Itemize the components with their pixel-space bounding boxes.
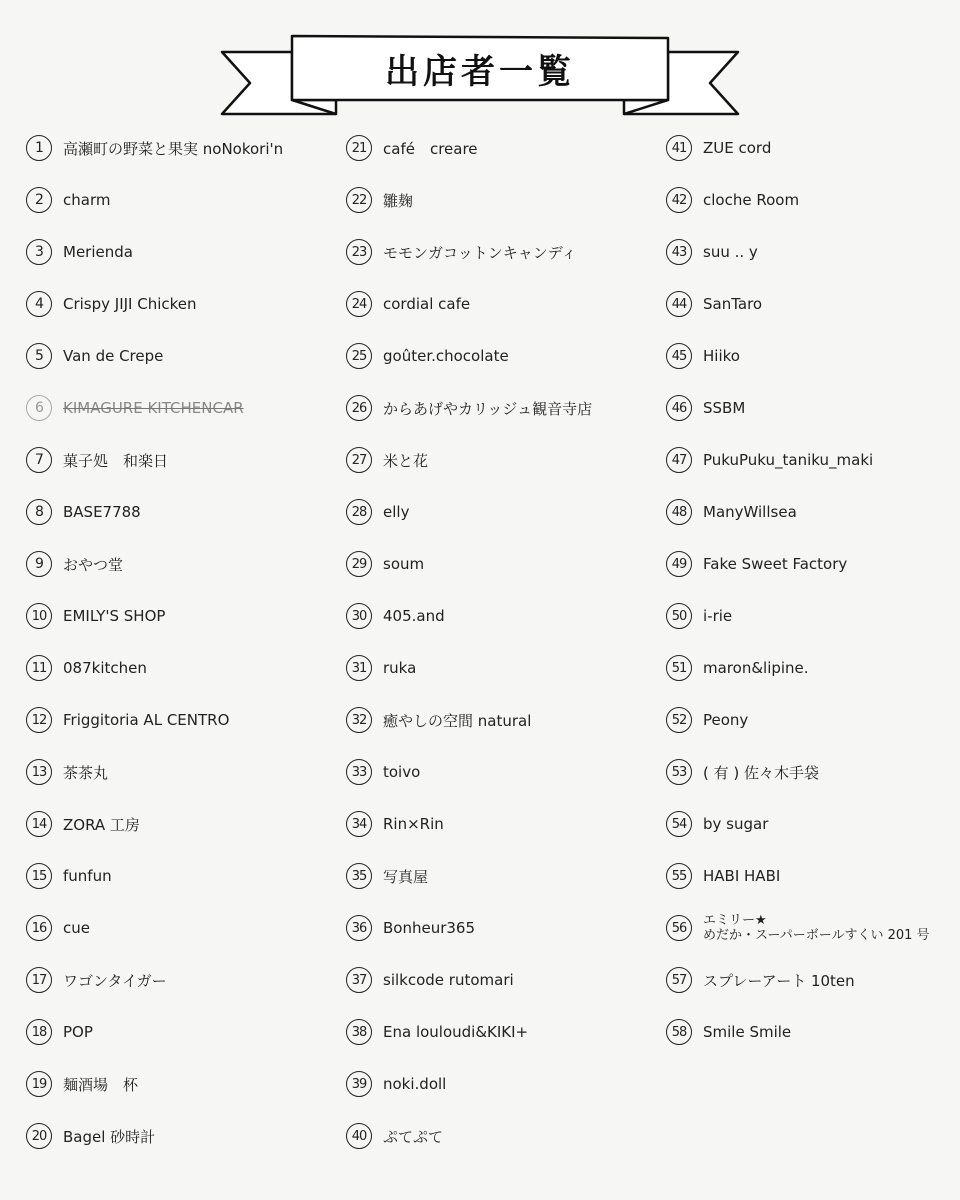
vendor-number-badge: 43 xyxy=(666,239,692,265)
vendor-item xyxy=(346,1006,656,1058)
vendor-number-badge: 51 xyxy=(666,655,692,681)
vendor-item xyxy=(26,590,336,642)
vendor-name: maron&lipine. xyxy=(703,659,809,677)
vendor-item xyxy=(346,1110,656,1162)
vendor-item xyxy=(666,278,960,330)
vendor-number-badge: 45 xyxy=(666,343,692,369)
vendor-item xyxy=(346,174,656,226)
vendor-item xyxy=(346,278,656,330)
vendor-column-3 xyxy=(666,122,960,1058)
vendor-number-badge: 52 xyxy=(666,707,692,733)
vendor-name: charm xyxy=(63,191,111,209)
vendor-name: elly xyxy=(383,503,410,521)
vendor-name: ZORA 工房 xyxy=(63,815,140,834)
vendor-name: i-rie xyxy=(703,607,733,625)
vendor-item xyxy=(346,954,656,1006)
vendor-number-badge: 36 xyxy=(346,915,372,941)
vendor-item xyxy=(26,330,336,382)
vendor-name: suu .. y xyxy=(703,243,758,261)
vendor-name: EMILY'S SHOP xyxy=(63,607,166,625)
vendor-name: funfun xyxy=(63,867,112,885)
vendor-name: soum xyxy=(383,555,425,573)
vendor-number-badge: 24 xyxy=(346,291,372,317)
vendor-name: toivo xyxy=(383,763,421,781)
vendor-name: 雛麹 xyxy=(383,191,414,210)
vendor-number-badge: 13 xyxy=(26,759,52,785)
vendor-number-badge: 19 xyxy=(26,1071,52,1097)
vendor-name: 麺酒場 杯 xyxy=(63,1075,139,1094)
vendor-item xyxy=(26,486,336,538)
vendor-number-badge: 17 xyxy=(26,967,52,993)
vendor-number-badge: 38 xyxy=(346,1019,372,1045)
vendor-number-badge: 46 xyxy=(666,395,692,421)
vendor-name: Crispy JIJI Chicken xyxy=(63,295,197,313)
vendor-number-badge: 40 xyxy=(346,1123,372,1149)
vendor-number-badge: 48 xyxy=(666,499,692,525)
vendor-name: エミリー★ めだか・スーパーボールすくい 201 号 xyxy=(703,913,930,943)
vendor-item xyxy=(26,1006,336,1058)
vendor-number-badge: 21 xyxy=(346,135,372,161)
vendor-number-badge: 42 xyxy=(666,187,692,213)
vendor-name: KIMAGURE KITCHENCAR xyxy=(63,399,244,417)
vendor-item xyxy=(26,746,336,798)
vendor-item xyxy=(346,382,656,434)
vendor-name: Friggitoria AL CENTRO xyxy=(63,711,230,729)
vendor-number-badge: 12 xyxy=(26,707,52,733)
vendor-item xyxy=(346,902,656,954)
vendor-item xyxy=(666,330,960,382)
vendor-name: Smile Smile xyxy=(703,1023,792,1041)
vendor-name: by sugar xyxy=(703,815,769,833)
vendor-number-badge: 50 xyxy=(666,603,692,629)
vendor-name: からあげやカリッジュ観音寺店 xyxy=(383,399,593,418)
title-banner xyxy=(0,0,960,125)
vendor-item xyxy=(666,538,960,590)
vendor-name: 茶茶丸 xyxy=(63,763,109,782)
vendor-name: cloche Room xyxy=(703,191,800,209)
vendor-item xyxy=(26,954,336,1006)
vendor-name: cue xyxy=(63,919,90,937)
vendor-item xyxy=(666,226,960,278)
vendor-item xyxy=(26,1110,336,1162)
vendor-number-badge: 16 xyxy=(26,915,52,941)
vendor-item xyxy=(26,538,336,590)
vendor-number-badge: 18 xyxy=(26,1019,52,1045)
vendor-number-badge: 3 xyxy=(26,239,52,265)
vendor-number-badge: 14 xyxy=(26,811,52,837)
vendor-number-badge: 8 xyxy=(26,499,52,525)
vendor-name: SSBM xyxy=(703,399,746,417)
vendor-number-badge: 4 xyxy=(26,291,52,317)
vendor-name: Bonheur365 xyxy=(383,919,476,937)
vendor-number-badge: 31 xyxy=(346,655,372,681)
vendor-number-badge: 26 xyxy=(346,395,372,421)
vendor-item xyxy=(26,434,336,486)
vendor-item xyxy=(346,1058,656,1110)
vendor-number-badge: 11 xyxy=(26,655,52,681)
vendor-number-badge: 9 xyxy=(26,551,52,577)
vendor-number-badge: 39 xyxy=(346,1071,372,1097)
vendor-name: PukuPuku_taniku_maki xyxy=(703,451,874,469)
vendor-number-badge: 15 xyxy=(26,863,52,889)
vendor-item xyxy=(346,486,656,538)
vendor-number-badge: 20 xyxy=(26,1123,52,1149)
vendor-item xyxy=(26,174,336,226)
vendor-item xyxy=(666,590,960,642)
vendor-item xyxy=(26,694,336,746)
vendor-name: cordial cafe xyxy=(383,295,471,313)
vendor-name: POP xyxy=(63,1023,93,1041)
vendor-item xyxy=(26,226,336,278)
vendor-number-badge: 23 xyxy=(346,239,372,265)
vendor-number-badge: 32 xyxy=(346,707,372,733)
vendor-number-badge: 49 xyxy=(666,551,692,577)
vendor-name: おやつ堂 xyxy=(63,555,124,574)
vendor-number-badge: 6 xyxy=(26,395,52,421)
vendor-name: ruka xyxy=(383,659,417,677)
vendor-name: silkcode rutomari xyxy=(383,971,514,989)
vendor-name: noki.doll xyxy=(383,1075,447,1093)
vendor-item xyxy=(666,434,960,486)
vendor-number-badge: 30 xyxy=(346,603,372,629)
vendor-number-badge: 33 xyxy=(346,759,372,785)
vendor-number-badge: 2 xyxy=(26,187,52,213)
vendor-name: ( 有 ) 佐々木手袋 xyxy=(703,763,820,782)
vendor-name: モモンガコットンキャンディ xyxy=(383,243,577,262)
vendor-name: Merienda xyxy=(63,243,133,261)
vendor-name: HABI HABI xyxy=(703,867,781,885)
vendor-name: 高瀬町の野菜と果実 noNokori'n xyxy=(63,139,284,158)
vendor-item xyxy=(346,538,656,590)
vendor-item xyxy=(26,122,336,174)
vendor-item xyxy=(346,642,656,694)
vendor-name: ZUE cord xyxy=(703,139,772,157)
vendor-name: スプレーアート 10ten xyxy=(703,971,855,990)
vendor-item xyxy=(26,278,336,330)
vendor-name: SanTaro xyxy=(703,295,763,313)
vendor-item xyxy=(666,1006,960,1058)
vendor-name: 菓子処 和楽日 xyxy=(63,451,169,470)
vendor-item xyxy=(666,694,960,746)
vendor-number-badge: 28 xyxy=(346,499,372,525)
vendor-item xyxy=(666,174,960,226)
vendor-item xyxy=(26,798,336,850)
vendor-number-badge: 57 xyxy=(666,967,692,993)
vendor-name: Fake Sweet Factory xyxy=(703,555,848,573)
vendor-item xyxy=(26,902,336,954)
vendor-item xyxy=(346,434,656,486)
vendor-item xyxy=(346,122,656,174)
vendor-name: café creare xyxy=(383,139,478,158)
vendor-number-badge: 55 xyxy=(666,863,692,889)
vendor-item xyxy=(666,486,960,538)
vendor-number-badge: 41 xyxy=(666,135,692,161)
vendor-item xyxy=(666,902,960,954)
vendor-name: ぷてぷて xyxy=(383,1127,444,1146)
vendor-column-1 xyxy=(26,122,336,1162)
vendor-item xyxy=(666,122,960,174)
vendor-number-badge: 34 xyxy=(346,811,372,837)
vendor-item xyxy=(666,746,960,798)
vendor-number-badge: 58 xyxy=(666,1019,692,1045)
vendor-name: Rin×Rin xyxy=(383,815,444,833)
vendor-item xyxy=(26,382,336,434)
vendor-item xyxy=(346,746,656,798)
vendor-item xyxy=(346,330,656,382)
vendor-name: 087kitchen xyxy=(63,659,147,677)
vendor-number-badge: 22 xyxy=(346,187,372,213)
vendor-number-badge: 37 xyxy=(346,967,372,993)
vendor-name: BASE7788 xyxy=(63,503,141,521)
vendor-item xyxy=(666,850,960,902)
vendor-item xyxy=(666,642,960,694)
vendor-column-2 xyxy=(346,122,656,1162)
vendor-name: Van de Crepe xyxy=(63,347,164,365)
vendor-item xyxy=(26,1058,336,1110)
vendor-item xyxy=(26,642,336,694)
vendor-number-badge: 47 xyxy=(666,447,692,473)
vendor-name: 405.and xyxy=(383,607,445,625)
vendor-name: Peony xyxy=(703,711,749,729)
vendor-number-badge: 44 xyxy=(666,291,692,317)
vendor-item xyxy=(346,694,656,746)
vendor-name: 米と花 xyxy=(383,451,429,470)
vendor-name: 写真屋 xyxy=(383,867,429,886)
vendor-name: 癒やしの空間 natural xyxy=(383,711,532,730)
vendor-number-badge: 1 xyxy=(26,135,52,161)
vendor-name: ManyWillsea xyxy=(703,503,797,521)
vendor-name: ワゴンタイガー xyxy=(63,971,167,990)
vendor-number-badge: 29 xyxy=(346,551,372,577)
vendor-item xyxy=(346,850,656,902)
vendor-item xyxy=(346,798,656,850)
vendor-number-badge: 53 xyxy=(666,759,692,785)
vendor-number-badge: 5 xyxy=(26,343,52,369)
vendor-item xyxy=(666,954,960,1006)
vendor-item xyxy=(26,850,336,902)
vendor-number-badge: 56 xyxy=(666,915,692,941)
vendor-item xyxy=(666,798,960,850)
vendor-number-badge: 7 xyxy=(26,447,52,473)
vendor-name: Bagel 砂時計 xyxy=(63,1127,156,1146)
vendor-number-badge: 10 xyxy=(26,603,52,629)
vendor-number-badge: 35 xyxy=(346,863,372,889)
vendor-name: Hiiko xyxy=(703,347,740,365)
vendor-number-badge: 25 xyxy=(346,343,372,369)
vendor-number-badge: 27 xyxy=(346,447,372,473)
vendor-item xyxy=(666,382,960,434)
vendor-name: goûter.chocolate xyxy=(383,347,509,365)
vendor-item xyxy=(346,226,656,278)
vendor-name: Ena louloudi&KIKI+ xyxy=(383,1023,529,1041)
page-title: 出店者一覧 xyxy=(385,51,575,92)
vendor-item xyxy=(346,590,656,642)
vendor-number-badge: 54 xyxy=(666,811,692,837)
